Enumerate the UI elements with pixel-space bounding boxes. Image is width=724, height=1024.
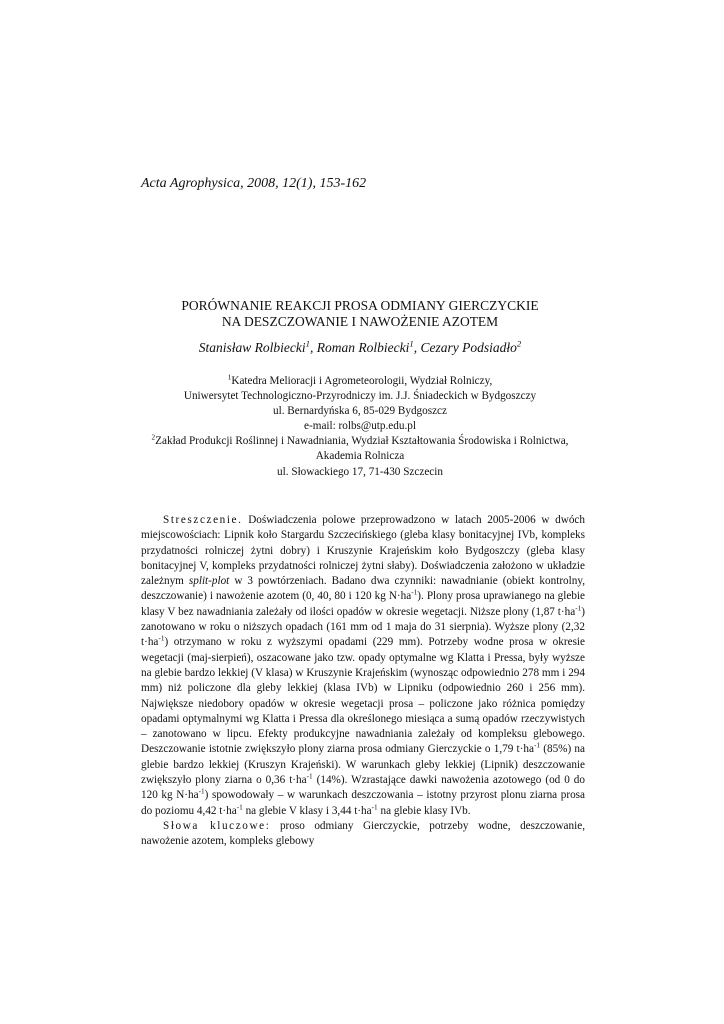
design-term: split-plot: [188, 575, 230, 588]
affiliation-1-email: e-mail: rolbs@utp.edu.pl: [304, 420, 416, 433]
affiliation-2-line-2: Akademia Rolnicza: [315, 450, 405, 463]
author-1-name: Stanisław Rolbiecki: [198, 340, 306, 355]
keywords-label: Słowa kluczowe:: [163, 819, 271, 832]
author-1-affil-mark: 1: [305, 338, 310, 349]
abstract-label: Streszczenie.: [163, 514, 243, 526]
affiliations: [120, 374, 600, 480]
article-title: [150, 298, 570, 330]
affiliation-2-line-1: $^2$Zakład Produkcji Roślinnej i Nawadniania, Wydział Kształtowania Środowiska i Rolnictwa,: [151, 433, 569, 448]
affiliation-1-mark: 1: [227, 373, 232, 382]
affiliation-1-address: ul. Bernardyńska 6, 85-029 Bydgoszcz: [273, 405, 447, 418]
abstract-paragraph: Streszczenie. Doświadczenia polowe przeprowadzono w latach 2005-2006 w dwóch miejscowościach: Lipnik koło Stargardu Szczecińskiego (gleba klasy bonitacyjnej IVb, kompleks przydatności rolniczej żytni dobry) i Kruszynie Krajeńskim koło Bydgoszczy (gleba klasy bonitacyjnej V, kompleks przydatności rolniczej żytni słaby). Doświadczenia założono w układzie zależnym split-plot w 3 powtórzeniach. Badano dwa czynniki: nawadnianie (obiekt kontrolny, deszczowanie) i nawożenie azotem (0, 40, 80 i 120 kg $N\cdot ha^{-1}$). Plony prosa uprawianego na glebie klasy V bez nawadniania zależały od ilości opadów w okresie wegetacji. Niższe plony (1,87 $t\cdot ha^{-1}$) zanotowano w roku o niższych opadach (161 mm od 1 maja do 31 sierpnia). Wyższe plony (2,32 $t\cdot ha^{-1}$) otrzymano w roku z wyższymi opadami (229 mm). Potrzeby wodne prosa w okresie wegetacji (maj-sierpień), oszacowane jako tzw. opady optymalne wg Klatta i Pressa, były wyższe na glebie bardzo lekkiej (V klasa) w Kruszynie Krajeńskim (wynosząc odpowiednio 278 mm i 294 mm) niż policzone dla gleby lekkiej (klasa IVb) w Lipniku (odpowiednio 260 i 256 mm). Największe niedobory opadów w okresie wegetacji prosa – policzone jako różnica pomiędzy opadami optymalnymi wg Klatta i Pressa dla określonego miesiąca a sumą opadów rzeczywistych – zanotowano w lipcu. Efekty produkcyjne nawadniania zależały od kompleksu glebowego. Deszczowanie istotnie zwiększyło plony ziarna prosa odmiany Gierczyckie o 1,79 $t\cdot ha^{-1}$ (85%) na glebie bardzo lekkiej (Kruszyn Krajeński). W warunkach gleby lekkiej (Lipnik) deszczowanie zwiększyło plony ziarna o 0,36 $t\cdot ha^{-1}$ (14%). Wzrastające dawki nawożenia azotowego (od 0 do 120 kg $N\cdot ha^{-1}$) spowodowały – w warunkach deszczowania – istotny przyrost plonu ziarna prosa do poziomu 4,42 $t\cdot ha^{-1}$ na glebie V klasy i 3,44 $t\cdot ha^{-1}$ na glebie klasy IVb.: [141, 514, 585, 817]
affiliation-1-line-1: $^1$Katedra Melioracji i Agrometeorologii, Wydział Rolniczy,: [227, 373, 493, 387]
affiliation-2-mark: 2: [151, 433, 156, 442]
author-separator: ,: [310, 340, 317, 355]
title-line-2: NA DESZCZOWANIE I NAWOŻENIE AZOTEM: [221, 314, 499, 329]
author-3-affil-mark: 2: [516, 338, 522, 349]
author-3-name: Cezary Podsiadło: [420, 340, 517, 355]
author-2-name: Roman Rolbiecki: [316, 340, 410, 355]
title-line-1: PORÓWNANIE REAKCJI PROSA ODMIANY GIERCZYCKIE: [181, 298, 539, 313]
affiliation-2-address: ul. Słowackiego 17, 71-430 Szczecin: [277, 465, 443, 478]
author-list: [150, 340, 570, 356]
keywords-paragraph: [141, 819, 585, 850]
abstract-section: [141, 513, 585, 850]
author-2-affil-mark: 1: [409, 338, 414, 349]
author-separator: ,: [413, 340, 421, 355]
affiliation-1-line-2: Uniwersytet Technologiczno-Przyrodniczy im. J.J. Śniadeckich w Bydgoszczy: [183, 390, 537, 403]
keywords-text: proso odmiany Gierczyckie, potrzeby wodne, deszczowanie, nawożenie azotem, kompleks glebowy: [141, 819, 585, 848]
journal-citation: Acta Agrophysica, 2008, 12(1), 153-162: [141, 176, 367, 191]
